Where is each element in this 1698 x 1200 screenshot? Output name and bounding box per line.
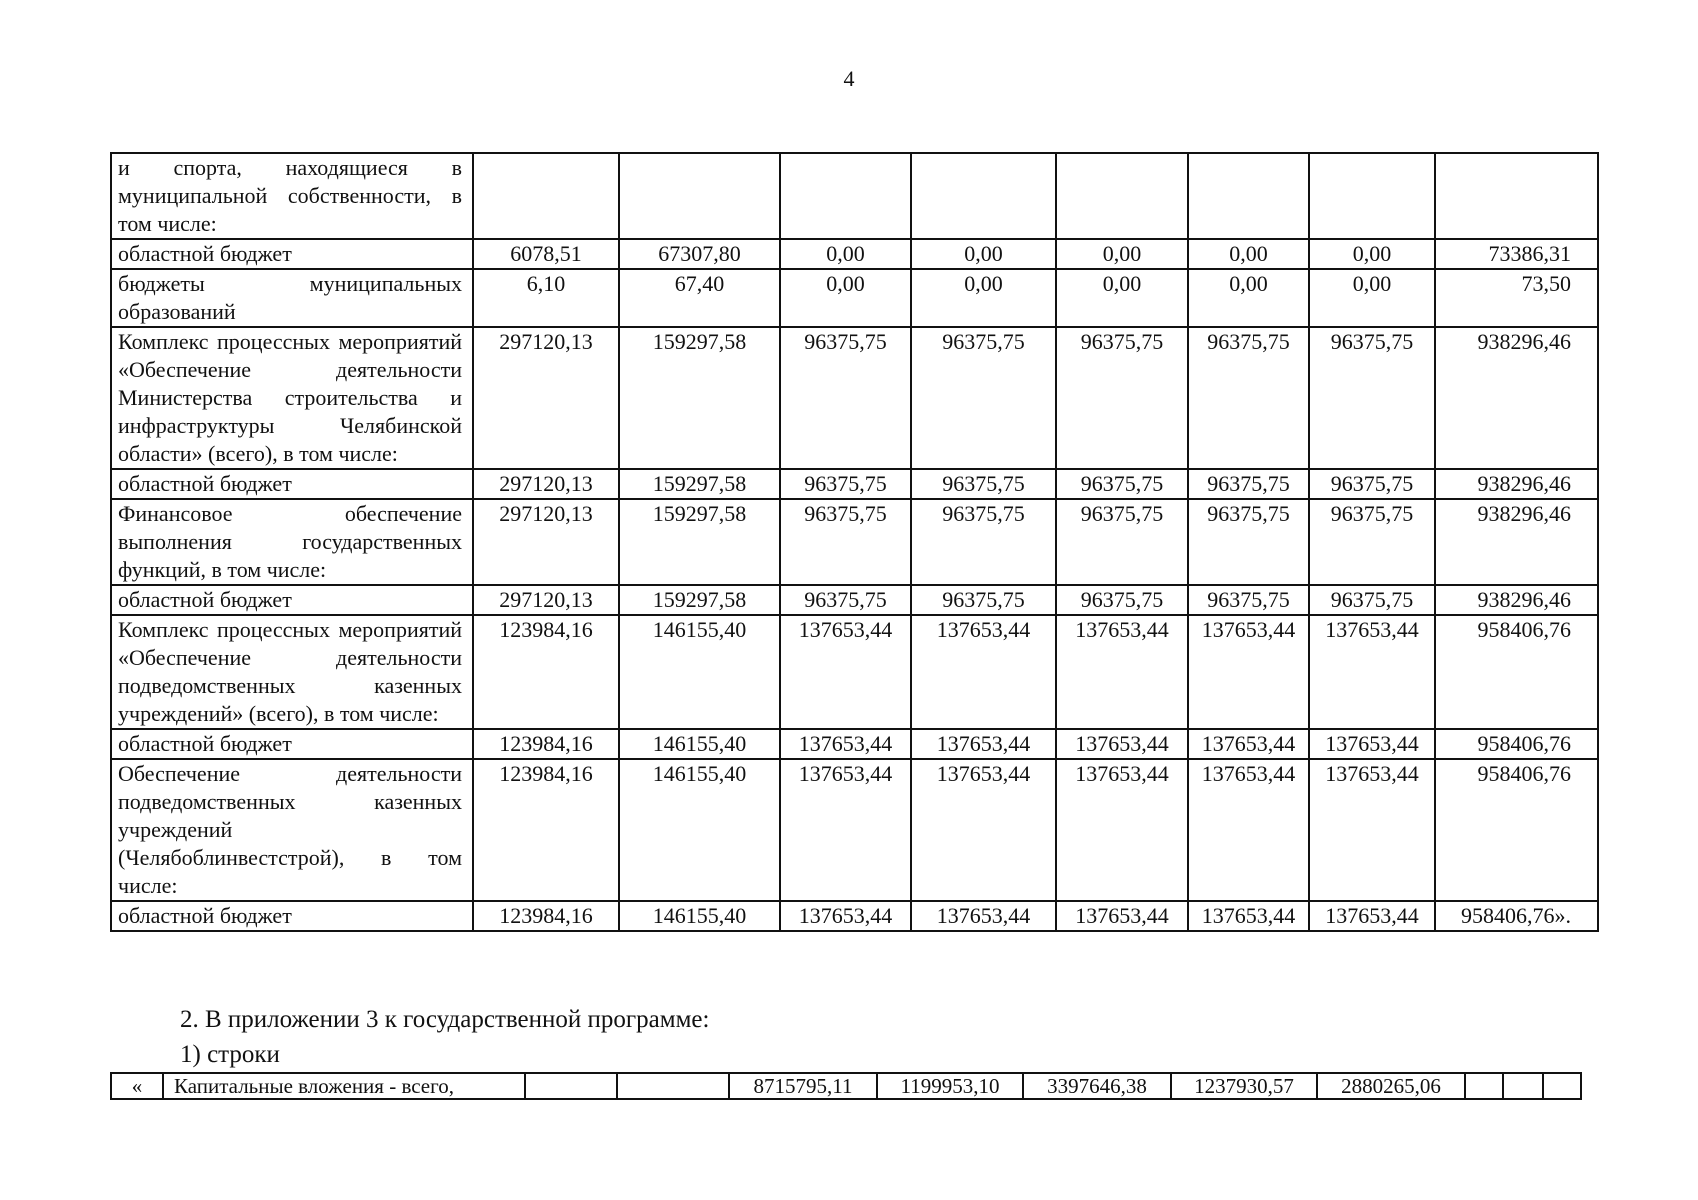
table-cell: 137653,44	[1056, 729, 1188, 759]
row-label: областной бюджет	[111, 729, 473, 759]
table-cell: 159297,58	[619, 585, 780, 615]
table-cell: 958406,76	[1435, 759, 1598, 901]
table-cell	[1056, 153, 1188, 239]
table-cell: 0,00	[911, 269, 1056, 327]
row-label: областной бюджет	[111, 469, 473, 499]
table-cell: 0,00	[1309, 269, 1435, 327]
table-cell: 0,00	[780, 239, 911, 269]
table-cell: 96375,75	[1309, 469, 1435, 499]
row-label: Финансовое обеспечение выполнения государственных функций, в том числе:	[111, 499, 473, 585]
table-cell: 137653,44	[911, 759, 1056, 901]
table-row	[111, 585, 1598, 615]
table-cell: 938296,46	[1435, 327, 1598, 469]
table-cell: 146155,40	[619, 901, 780, 931]
table-cell: 0,00	[1309, 239, 1435, 269]
table-cell: 123984,16	[473, 729, 619, 759]
table-cell: 96375,75	[1188, 499, 1309, 585]
table-cell	[1188, 153, 1309, 239]
table-row	[111, 615, 1598, 729]
table-row	[111, 901, 1598, 931]
table-cell: 0,00	[1056, 269, 1188, 327]
table-cell: 96375,75	[780, 499, 911, 585]
table-row	[111, 153, 1598, 239]
page-number: 4	[843, 66, 855, 91]
table-cell: 137653,44	[780, 729, 911, 759]
table-row	[111, 759, 1598, 901]
table-cell: 137653,44	[1188, 759, 1309, 901]
table-cell: 137653,44	[1188, 615, 1309, 729]
table-cell	[1543, 1073, 1581, 1099]
table-cell: 96375,75	[1188, 585, 1309, 615]
table-cell: 96375,75	[1309, 499, 1435, 585]
table-cell: 137653,44	[780, 759, 911, 901]
row-label: областной бюджет	[111, 239, 473, 269]
table-cell: 6078,51	[473, 239, 619, 269]
quote-mark: «	[111, 1073, 163, 1099]
table-cell: 123984,16	[473, 759, 619, 901]
table-row	[111, 327, 1598, 469]
table-cell: 137653,44	[1056, 901, 1188, 931]
table-cell: 137653,44	[1188, 729, 1309, 759]
row-label: Комплекс процессных мероприятий «Обеспечение деятельности Министерства строительства и инфраструктуры Челябинской области» (всего), в том числе:	[111, 327, 473, 469]
table-cell: 958406,76».	[1435, 901, 1598, 931]
table-cell: 73,50	[1435, 269, 1598, 327]
table-cell: 96375,75	[911, 585, 1056, 615]
table-row	[111, 469, 1598, 499]
table-cell: 297120,13	[473, 327, 619, 469]
table-cell: 96375,75	[1056, 499, 1188, 585]
table-cell: 0,00	[780, 269, 911, 327]
table-cell: 3397646,38	[1023, 1073, 1171, 1099]
table-cell: 137653,44	[1309, 759, 1435, 901]
table-cell	[619, 153, 780, 239]
paragraph-appendix-3: 2. В приложении 3 к государственной программе:	[180, 1006, 710, 1033]
table-cell: 96375,75	[911, 327, 1056, 469]
table-cell: 137653,44	[1309, 615, 1435, 729]
table-cell: 137653,44	[911, 901, 1056, 931]
table-cell: 159297,58	[619, 499, 780, 585]
table-cell: 0,00	[1056, 239, 1188, 269]
table-cell: 137653,44	[911, 615, 1056, 729]
table-cell: 159297,58	[619, 469, 780, 499]
row-label: областной бюджет	[111, 901, 473, 931]
table-row	[111, 1073, 1581, 1099]
table-cell: 0,00	[1188, 239, 1309, 269]
table-cell: 938296,46	[1435, 469, 1598, 499]
table-cell: 159297,58	[619, 327, 780, 469]
table-cell: 958406,76	[1435, 729, 1598, 759]
table-cell: 96375,75	[911, 469, 1056, 499]
table-cell: 96375,75	[1309, 327, 1435, 469]
table-cell: 297120,13	[473, 469, 619, 499]
table-cell: 96375,75	[1309, 585, 1435, 615]
rows-table	[110, 1072, 1582, 1100]
table-cell: 137653,44	[780, 615, 911, 729]
table-cell	[780, 153, 911, 239]
table-cell: 123984,16	[473, 901, 619, 931]
budget-table	[110, 152, 1599, 932]
row-label: областной бюджет	[111, 585, 473, 615]
table-cell: 146155,40	[619, 615, 780, 729]
table-cell: 1237930,57	[1171, 1073, 1317, 1099]
table-cell: 146155,40	[619, 759, 780, 901]
table-cell: 96375,75	[1188, 327, 1309, 469]
table-cell	[525, 1073, 617, 1099]
table-cell: 73386,31	[1435, 239, 1598, 269]
paragraph-rows: 1) строки	[180, 1041, 280, 1068]
table-cell	[1503, 1073, 1543, 1099]
table-cell: 96375,75	[1056, 469, 1188, 499]
table-cell: 96375,75	[780, 469, 911, 499]
table-cell: 67307,80	[619, 239, 780, 269]
table-cell: 96375,75	[780, 327, 911, 469]
table-cell: 137653,44	[1309, 901, 1435, 931]
table-cell: 96375,75	[1056, 585, 1188, 615]
table-cell: 146155,40	[619, 729, 780, 759]
table-cell	[1465, 1073, 1503, 1099]
table-cell: 2880265,06	[1317, 1073, 1465, 1099]
table-cell: 67,40	[619, 269, 780, 327]
table-cell: 137653,44	[1056, 759, 1188, 901]
table-cell: 297120,13	[473, 499, 619, 585]
table-row	[111, 269, 1598, 327]
table-cell: 137653,44	[911, 729, 1056, 759]
table-cell	[1435, 153, 1598, 239]
table-row	[111, 729, 1598, 759]
table-cell: 938296,46	[1435, 499, 1598, 585]
row-label: и спорта, находящиеся в муниципальной собственности, в том числе:	[111, 153, 473, 239]
table-cell: 958406,76	[1435, 615, 1598, 729]
table-cell: 8715795,11	[729, 1073, 877, 1099]
table-cell: 137653,44	[780, 901, 911, 931]
row-label: Обеспечение деятельности подведомственных казенных учреждений (Челябоблинвестстрой), в том числе:	[111, 759, 473, 901]
table-cell: 0,00	[1188, 269, 1309, 327]
table-cell: 137653,44	[1056, 615, 1188, 729]
table-cell: 96375,75	[911, 499, 1056, 585]
table-cell: 938296,46	[1435, 585, 1598, 615]
table-cell	[1309, 153, 1435, 239]
table-cell: 123984,16	[473, 615, 619, 729]
row-label: Комплекс процессных мероприятий «Обеспечение деятельности подведомственных казенных учреждений» (всего), в том числе:	[111, 615, 473, 729]
table-cell	[617, 1073, 729, 1099]
row-label: Капитальные вложения - всего,	[163, 1073, 525, 1099]
table-cell: 137653,44	[1188, 901, 1309, 931]
table-row	[111, 239, 1598, 269]
table-cell: 1199953,10	[877, 1073, 1023, 1099]
table-cell: 297120,13	[473, 585, 619, 615]
table-cell	[911, 153, 1056, 239]
table-cell: 137653,44	[1309, 729, 1435, 759]
table-cell: 0,00	[911, 239, 1056, 269]
table-row	[111, 499, 1598, 585]
table-cell: 6,10	[473, 269, 619, 327]
table-cell: 96375,75	[780, 585, 911, 615]
table-cell: 96375,75	[1188, 469, 1309, 499]
row-label: бюджеты муниципальных образований	[111, 269, 473, 327]
table-cell	[473, 153, 619, 239]
table-cell: 96375,75	[1056, 327, 1188, 469]
